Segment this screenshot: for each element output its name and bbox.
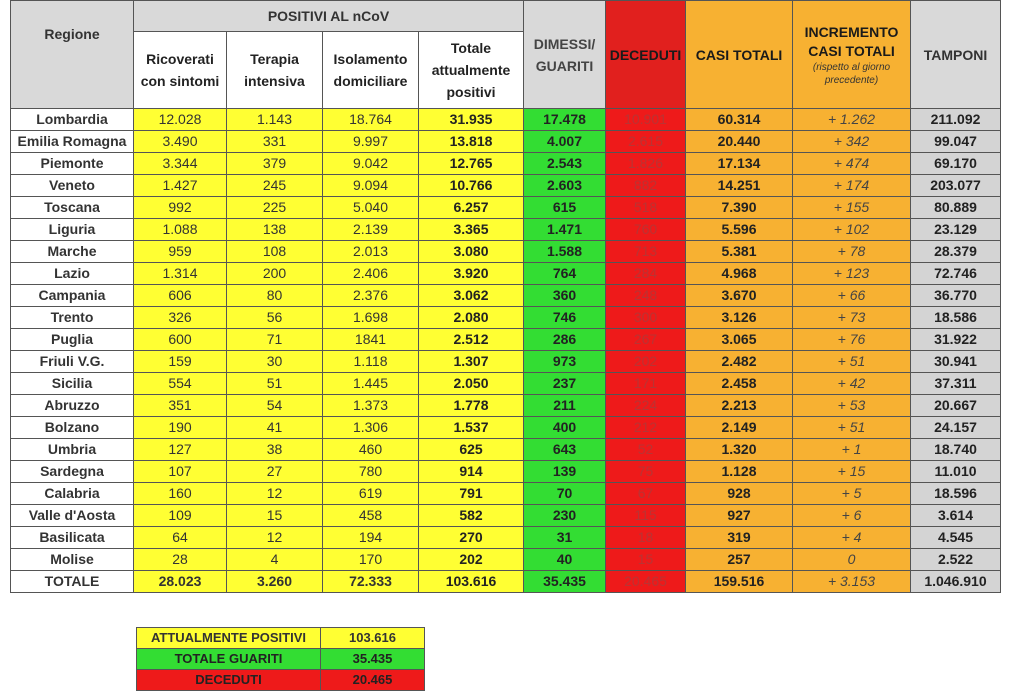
cell-casi-totali: 2.482 (686, 351, 793, 373)
cell-terapia: 56 (227, 307, 323, 329)
cell-isolamento: 9.997 (323, 131, 419, 153)
cell-ricoverati: 159 (134, 351, 227, 373)
cell-incremento: + 342 (793, 131, 911, 153)
cell-dimessi: 400 (524, 417, 606, 439)
cell-ricoverati: 600 (134, 329, 227, 351)
header-ricoverati: Ricoverati con sintomi (134, 32, 227, 109)
cell-ricoverati: 351 (134, 395, 227, 417)
cell-ricoverati: 1.427 (134, 175, 227, 197)
cell-totale-positivi: 2.050 (419, 373, 524, 395)
cell-isolamento: 2.376 (323, 285, 419, 307)
table-row (11, 505, 1001, 527)
cell-terapia: 1.143 (227, 109, 323, 131)
cell-terapia: 12 (227, 483, 323, 505)
cell-casi-totali: 14.251 (686, 175, 793, 197)
header-tamponi: TAMPONI (911, 1, 1001, 109)
table-row (11, 109, 1001, 131)
cell-totale-positivi: 914 (419, 461, 524, 483)
cell-tamponi: 72.746 (911, 263, 1001, 285)
cell-terapia: 27 (227, 461, 323, 483)
cell-terapia: 245 (227, 175, 323, 197)
table-row (11, 395, 1001, 417)
cell-terapia: 225 (227, 197, 323, 219)
cell-isolamento: 9.094 (323, 175, 419, 197)
cell-tamponi: 4.545 (911, 527, 1001, 549)
cell-casi-totali: 2.149 (686, 417, 793, 439)
cell-tamponi: 36.770 (911, 285, 1001, 307)
header-regione: Regione (11, 1, 134, 109)
cell-ricoverati: 28 (134, 549, 227, 571)
cell-regione: Lazio (11, 263, 134, 285)
cell-casi-totali: 927 (686, 505, 793, 527)
cell-deceduti: 518 (606, 197, 686, 219)
cell-regione: Abruzzo (11, 395, 134, 417)
cell-tamponi: 80.889 (911, 197, 1001, 219)
cell-incremento: + 102 (793, 219, 911, 241)
cell-incremento: + 6 (793, 505, 911, 527)
cell-isolamento: 170 (323, 549, 419, 571)
header-deceduti: DECEDUTI (606, 1, 686, 109)
table-row (11, 219, 1001, 241)
cell-isolamento: 72.333 (323, 571, 419, 593)
cell-casi-totali: 2.213 (686, 395, 793, 417)
cell-regione: Piemonte (11, 153, 134, 175)
cell-isolamento: 2.139 (323, 219, 419, 241)
cell-incremento: + 1.262 (793, 109, 911, 131)
cell-tamponi: 20.667 (911, 395, 1001, 417)
cell-regione: Emilia Romagna (11, 131, 134, 153)
cell-regione: Puglia (11, 329, 134, 351)
cell-dimessi: 973 (524, 351, 606, 373)
cell-totale-positivi: 2.512 (419, 329, 524, 351)
cell-deceduti: 10.901 (606, 109, 686, 131)
cell-regione: Bolzano (11, 417, 134, 439)
cell-dimessi: 40 (524, 549, 606, 571)
cell-incremento: + 5 (793, 483, 911, 505)
table-row (11, 307, 1001, 329)
cell-casi-totali: 3.670 (686, 285, 793, 307)
cell-ricoverati: 3.344 (134, 153, 227, 175)
cell-incremento: + 155 (793, 197, 911, 219)
cell-incremento: + 76 (793, 329, 911, 351)
cell-terapia: 331 (227, 131, 323, 153)
cell-tamponi: 31.922 (911, 329, 1001, 351)
cell-dimessi: 17.478 (524, 109, 606, 131)
cell-regione: Valle d'Aosta (11, 505, 134, 527)
cell-regione: Umbria (11, 439, 134, 461)
cell-terapia: 38 (227, 439, 323, 461)
cell-incremento: + 73 (793, 307, 911, 329)
cell-deceduti: 202 (606, 351, 686, 373)
cell-totale-positivi: 2.080 (419, 307, 524, 329)
cell-ricoverati: 160 (134, 483, 227, 505)
cell-dimessi: 211 (524, 395, 606, 417)
summary-row (137, 649, 425, 670)
cell-tamponi: 18.596 (911, 483, 1001, 505)
table-row (11, 263, 1001, 285)
cell-tamponi: 18.740 (911, 439, 1001, 461)
cell-casi-totali: 3.126 (686, 307, 793, 329)
cell-incremento: + 4 (793, 527, 911, 549)
cell-incremento: + 15 (793, 461, 911, 483)
cell-regione: Marche (11, 241, 134, 263)
cell-tamponi: 28.379 (911, 241, 1001, 263)
summary-table (136, 627, 425, 691)
summary-row (137, 628, 425, 649)
cell-dimessi: 4.007 (524, 131, 606, 153)
summary-row (137, 670, 425, 691)
table-row (11, 131, 1001, 153)
cell-casi-totali: 257 (686, 549, 793, 571)
cell-tamponi: 11.010 (911, 461, 1001, 483)
cell-tamponi: 1.046.910 (911, 571, 1001, 593)
cell-incremento: 0 (793, 549, 911, 571)
cell-terapia: 54 (227, 395, 323, 417)
cell-ricoverati: 554 (134, 373, 227, 395)
table-row (11, 285, 1001, 307)
header-casi-totali: CASI TOTALI (686, 1, 793, 109)
cell-casi-totali: 159.516 (686, 571, 793, 593)
cell-totale-positivi: 10.766 (419, 175, 524, 197)
cell-terapia: 3.260 (227, 571, 323, 593)
cell-casi-totali: 5.596 (686, 219, 793, 241)
cell-ricoverati: 127 (134, 439, 227, 461)
cell-totale-positivi: 1.778 (419, 395, 524, 417)
cell-incremento: + 123 (793, 263, 911, 285)
cell-dimessi: 360 (524, 285, 606, 307)
cell-dimessi: 643 (524, 439, 606, 461)
cell-totale-positivi: 202 (419, 549, 524, 571)
table-row (11, 351, 1001, 373)
cell-incremento: + 3.153 (793, 571, 911, 593)
cell-dimessi: 286 (524, 329, 606, 351)
cell-totale-positivi: 6.257 (419, 197, 524, 219)
table-row (11, 329, 1001, 351)
cell-ricoverati: 959 (134, 241, 227, 263)
cell-dimessi: 237 (524, 373, 606, 395)
header-incremento-sub: (rispetto al giorno precedente) (812, 61, 891, 86)
cell-ricoverati: 107 (134, 461, 227, 483)
cell-isolamento: 194 (323, 527, 419, 549)
table-header (11, 1, 1001, 109)
cell-totale-positivi: 103.616 (419, 571, 524, 593)
cell-incremento: + 474 (793, 153, 911, 175)
header-incremento (793, 1, 911, 109)
cell-incremento: + 53 (793, 395, 911, 417)
cell-totale-positivi: 12.765 (419, 153, 524, 175)
summary-label: ATTUALMENTE POSITIVI (137, 628, 321, 649)
cell-dimessi: 139 (524, 461, 606, 483)
cell-deceduti: 300 (606, 307, 686, 329)
cell-tamponi: 69.170 (911, 153, 1001, 175)
cell-tamponi: 2.522 (911, 549, 1001, 571)
cell-dimessi: 1.588 (524, 241, 606, 263)
cell-deceduti: 18 (606, 527, 686, 549)
summary-value: 35.435 (321, 649, 425, 670)
table-row (11, 527, 1001, 549)
header-isolamento: Isolamento domiciliare (323, 32, 419, 109)
cell-incremento: + 51 (793, 351, 911, 373)
cell-tamponi: 24.157 (911, 417, 1001, 439)
summary-value: 103.616 (321, 628, 425, 649)
table-row-totale (11, 571, 1001, 593)
table-row (11, 483, 1001, 505)
cell-deceduti: 171 (606, 373, 686, 395)
cell-totale-positivi: 625 (419, 439, 524, 461)
cell-totale-positivi: 3.080 (419, 241, 524, 263)
table-row (11, 241, 1001, 263)
cell-dimessi: 2.543 (524, 153, 606, 175)
cell-isolamento: 1.373 (323, 395, 419, 417)
cell-casi-totali: 319 (686, 527, 793, 549)
cell-deceduti: 2.615 (606, 131, 686, 153)
cell-regione: Trento (11, 307, 134, 329)
cell-casi-totali: 1.128 (686, 461, 793, 483)
cell-ricoverati: 3.490 (134, 131, 227, 153)
cell-isolamento: 1.118 (323, 351, 419, 373)
cell-ricoverati: 606 (134, 285, 227, 307)
cell-regione: Liguria (11, 219, 134, 241)
cell-dimessi: 230 (524, 505, 606, 527)
cell-casi-totali: 7.390 (686, 197, 793, 219)
cell-tamponi: 23.129 (911, 219, 1001, 241)
cell-deceduti: 267 (606, 329, 686, 351)
cell-isolamento: 780 (323, 461, 419, 483)
cell-deceduti: 67 (606, 483, 686, 505)
cell-dimessi: 70 (524, 483, 606, 505)
cell-ricoverati: 28.023 (134, 571, 227, 593)
cell-deceduti: 713 (606, 241, 686, 263)
cell-terapia: 4 (227, 549, 323, 571)
cell-ricoverati: 109 (134, 505, 227, 527)
cell-ricoverati: 992 (134, 197, 227, 219)
cell-regione: Toscana (11, 197, 134, 219)
cell-regione: Lombardia (11, 109, 134, 131)
cell-ricoverati: 12.028 (134, 109, 227, 131)
summary-label: DECEDUTI (137, 670, 321, 691)
cell-totale-positivi: 1.307 (419, 351, 524, 373)
cell-regione: Sicilia (11, 373, 134, 395)
cell-incremento: + 78 (793, 241, 911, 263)
cell-dimessi: 615 (524, 197, 606, 219)
cell-terapia: 108 (227, 241, 323, 263)
table-body (11, 109, 1001, 593)
cell-regione: Veneto (11, 175, 134, 197)
cell-isolamento: 458 (323, 505, 419, 527)
cell-deceduti: 75 (606, 461, 686, 483)
cell-totale-positivi: 582 (419, 505, 524, 527)
cell-terapia: 71 (227, 329, 323, 351)
cell-deceduti: 224 (606, 395, 686, 417)
cell-deceduti: 248 (606, 285, 686, 307)
cell-totale-positivi: 13.818 (419, 131, 524, 153)
cell-terapia: 200 (227, 263, 323, 285)
cell-casi-totali: 1.320 (686, 439, 793, 461)
cell-totale-positivi: 31.935 (419, 109, 524, 131)
cell-incremento: + 42 (793, 373, 911, 395)
cell-casi-totali: 928 (686, 483, 793, 505)
cell-casi-totali: 2.458 (686, 373, 793, 395)
cell-terapia: 12 (227, 527, 323, 549)
header-terapia: Terapia intensiva (227, 32, 323, 109)
cell-tamponi: 18.586 (911, 307, 1001, 329)
cell-terapia: 15 (227, 505, 323, 527)
cell-totale-positivi: 3.062 (419, 285, 524, 307)
table-row (11, 197, 1001, 219)
cell-tamponi: 30.941 (911, 351, 1001, 373)
cell-isolamento: 2.013 (323, 241, 419, 263)
cell-totale-positivi: 3.920 (419, 263, 524, 285)
cell-regione: Basilicata (11, 527, 134, 549)
cell-casi-totali: 5.381 (686, 241, 793, 263)
cell-deceduti: 15 (606, 549, 686, 571)
cell-tamponi: 211.092 (911, 109, 1001, 131)
table-row (11, 153, 1001, 175)
cell-totale-positivi: 270 (419, 527, 524, 549)
cell-deceduti: 284 (606, 263, 686, 285)
cell-regione: TOTALE (11, 571, 134, 593)
cell-isolamento: 9.042 (323, 153, 419, 175)
cell-totale-positivi: 791 (419, 483, 524, 505)
cell-tamponi: 99.047 (911, 131, 1001, 153)
summary-label: TOTALE GUARITI (137, 649, 321, 670)
cell-dimessi: 764 (524, 263, 606, 285)
cell-casi-totali: 20.440 (686, 131, 793, 153)
cell-totale-positivi: 1.537 (419, 417, 524, 439)
cell-dimessi: 1.471 (524, 219, 606, 241)
table-row (11, 461, 1001, 483)
cell-dimessi: 35.435 (524, 571, 606, 593)
cell-terapia: 51 (227, 373, 323, 395)
cell-casi-totali: 60.314 (686, 109, 793, 131)
cell-terapia: 41 (227, 417, 323, 439)
cell-incremento: + 51 (793, 417, 911, 439)
cell-isolamento: 1.306 (323, 417, 419, 439)
header-incremento-title: INCREMENTO CASI TOTALI (804, 23, 899, 59)
header-dimessi: DIMESSI/ GUARITI (524, 1, 606, 109)
cell-regione: Calabria (11, 483, 134, 505)
table-row (11, 373, 1001, 395)
cell-incremento: + 174 (793, 175, 911, 197)
cell-isolamento: 2.406 (323, 263, 419, 285)
cell-incremento: + 66 (793, 285, 911, 307)
cell-isolamento: 460 (323, 439, 419, 461)
cell-deceduti: 760 (606, 219, 686, 241)
cell-isolamento: 1.698 (323, 307, 419, 329)
cell-regione: Sardegna (11, 461, 134, 483)
cell-ricoverati: 326 (134, 307, 227, 329)
cell-incremento: + 1 (793, 439, 911, 461)
cell-casi-totali: 4.968 (686, 263, 793, 285)
table-row (11, 439, 1001, 461)
cell-totale-positivi: 3.365 (419, 219, 524, 241)
table-row (11, 175, 1001, 197)
cell-terapia: 379 (227, 153, 323, 175)
table-row (11, 549, 1001, 571)
cell-regione: Campania (11, 285, 134, 307)
cell-deceduti: 52 (606, 439, 686, 461)
cell-regione: Molise (11, 549, 134, 571)
covid-region-table-container (10, 0, 1001, 593)
header-positivi-group: POSITIVI AL nCoV (134, 1, 524, 32)
cell-terapia: 138 (227, 219, 323, 241)
cell-ricoverati: 64 (134, 527, 227, 549)
cell-tamponi: 203.077 (911, 175, 1001, 197)
cell-deceduti: 115 (606, 505, 686, 527)
header-totale-positivi: Totale attualmente positivi (419, 32, 524, 109)
cell-tamponi: 3.614 (911, 505, 1001, 527)
cell-isolamento: 619 (323, 483, 419, 505)
cell-isolamento: 18.764 (323, 109, 419, 131)
cell-deceduti: 882 (606, 175, 686, 197)
covid-region-table (10, 0, 1001, 593)
cell-casi-totali: 3.065 (686, 329, 793, 351)
cell-casi-totali: 17.134 (686, 153, 793, 175)
cell-deceduti: 1.826 (606, 153, 686, 175)
summary-value: 20.465 (321, 670, 425, 691)
cell-ricoverati: 1.314 (134, 263, 227, 285)
cell-isolamento: 1841 (323, 329, 419, 351)
cell-dimessi: 746 (524, 307, 606, 329)
cell-tamponi: 37.311 (911, 373, 1001, 395)
cell-ricoverati: 1.088 (134, 219, 227, 241)
cell-isolamento: 5.040 (323, 197, 419, 219)
cell-dimessi: 2.603 (524, 175, 606, 197)
cell-terapia: 30 (227, 351, 323, 373)
cell-deceduti: 20.465 (606, 571, 686, 593)
cell-ricoverati: 190 (134, 417, 227, 439)
cell-regione: Friuli V.G. (11, 351, 134, 373)
cell-dimessi: 31 (524, 527, 606, 549)
cell-deceduti: 212 (606, 417, 686, 439)
cell-isolamento: 1.445 (323, 373, 419, 395)
cell-terapia: 80 (227, 285, 323, 307)
table-row (11, 417, 1001, 439)
